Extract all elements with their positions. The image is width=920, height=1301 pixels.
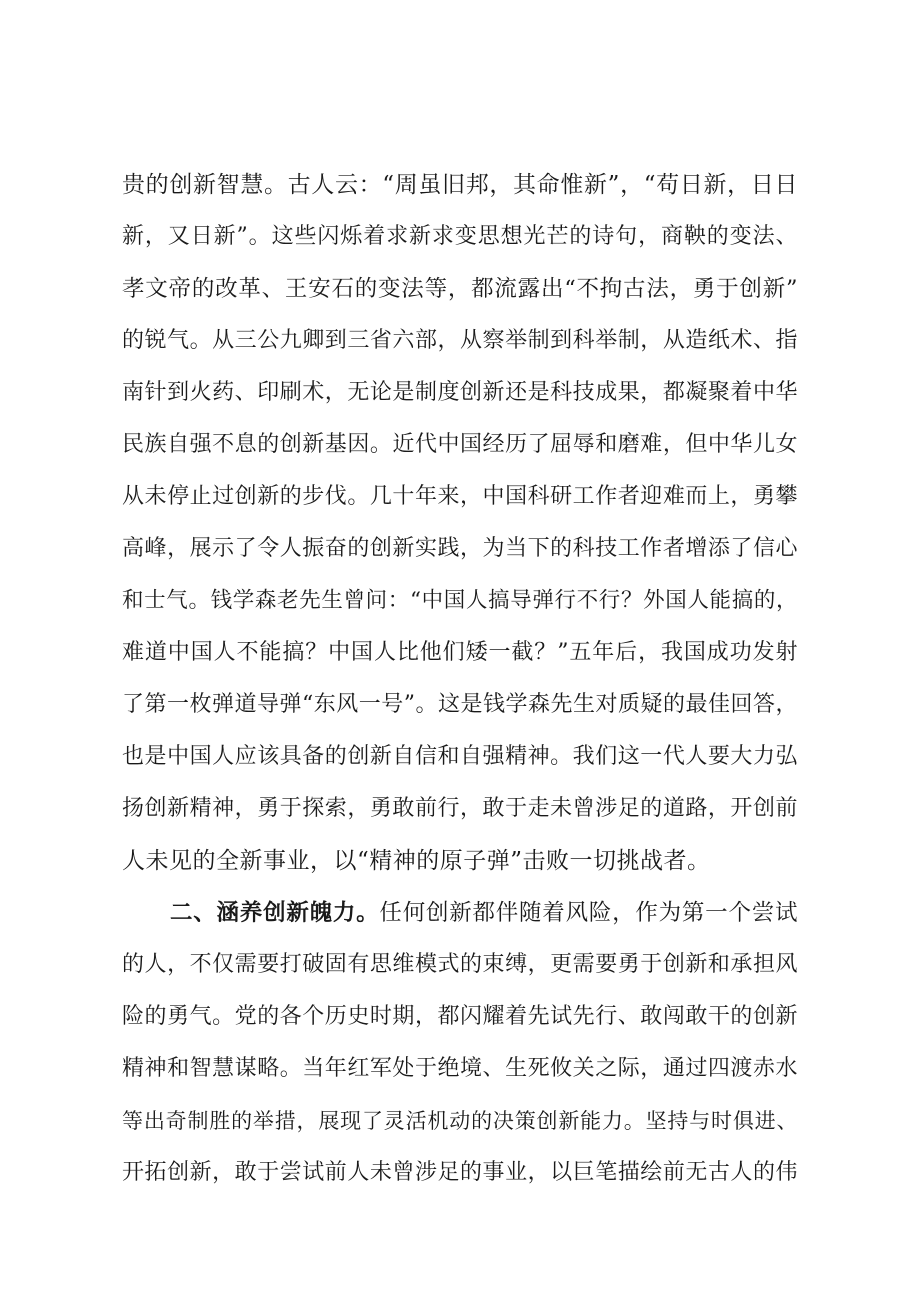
paragraph-line: 难道中国人不能搞？中国人比他们矮一截？”五年后，我国成功发射 [122, 640, 798, 665]
paragraph-line: 也是中国人应该具备的创新自信和自强精神。我们这一代人要大力弘 [122, 744, 798, 769]
paragraph-line: 民族自强不息的创新基因。近代中国经历了屈辱和磨难，但中华儿女 [122, 432, 798, 457]
paragraph-line: 孝文帝的改革、王安石的变法等，都流露出“不拘古法，勇于创新” [122, 276, 798, 302]
paragraph-line: 高峰，展示了令人振奋的创新实践，为当下的科技工作者增添了信心 [122, 536, 798, 561]
paragraph-first-line [170, 898, 798, 928]
paragraph-line: 人未见的全新事业，以“精神的原子弹”击败一切挑战者。 [122, 848, 711, 874]
section-heading: 二、涵养创新魄力。 [170, 900, 380, 926]
paragraph-line: 了第一枚弹道导弹“东风一号”。这是钱学森先生对质疑的最佳回答， [122, 692, 798, 717]
paragraph-line: 等出奇制胜的举措，展现了灵活机动的决策创新能力。坚持与时俱进、 [122, 1109, 798, 1133]
paragraph-line: 贵的创新智慧。古人云：“周虽旧邦，其命惟新”，“苟日新，日日 [122, 172, 798, 198]
paragraph-line: 和士气。钱学森老先生曾问：“中国人搞导弹行不行？外国人能搞的， [122, 588, 798, 613]
paragraph-line: 开拓创新，敢于尝试前人未曾涉足的事业，以巨笔描绘前无古人的伟 [122, 1160, 798, 1185]
paragraph-line: 险的勇气。党的各个历史时期，都闪耀着先试先行、敢闯敢干的创新 [122, 1004, 798, 1029]
paragraph-text: 任何创新都伴随着风险，作为第一个尝试 [379, 900, 798, 926]
paragraph-line: 从未停止过创新的步伐。几十年来，中国科研工作者迎难而上，勇攀 [122, 484, 798, 509]
paragraph-line: 扬创新精神，勇于探索，勇敢前行，敢于走未曾涉足的道路，开创前 [122, 796, 798, 821]
paragraph-line: 的锐气。从三公九卿到三省六部，从察举制到科举制，从造纸术、指 [122, 328, 798, 353]
paragraph-line: 新，又日新”。这些闪烁着求新求变思想光芒的诗句，商鞅的变法、 [122, 224, 798, 249]
paragraph-line: 精神和智慧谋略。当年红军处于绝境、生死攸关之际，通过四渡赤水 [122, 1056, 798, 1081]
paragraph-line: 的人，不仅需要打破固有思维模式的束缚，更需要勇于创新和承担风 [122, 952, 798, 977]
paragraph-line: 南针到火药、印刷术，无论是制度创新还是科技成果，都凝聚着中华 [122, 380, 798, 405]
